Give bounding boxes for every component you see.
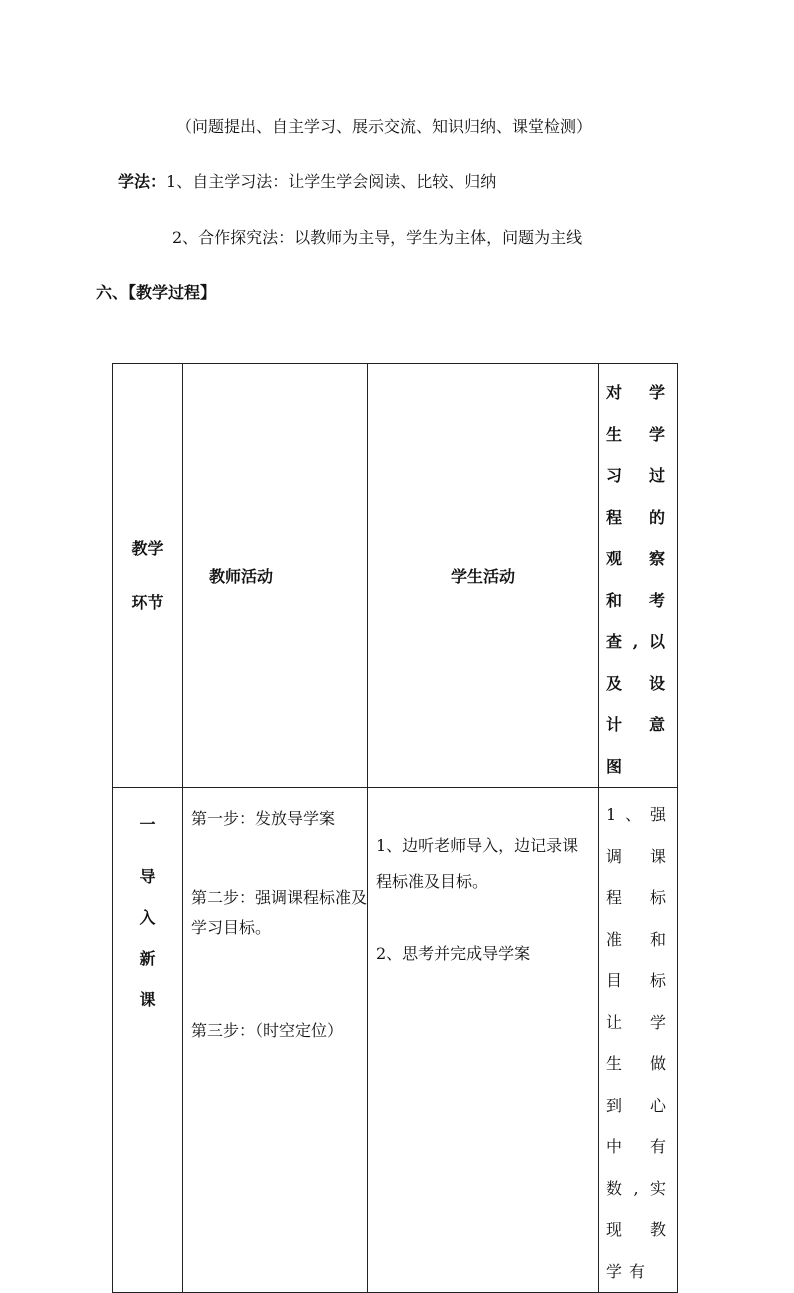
- observation-text: 1、强调课程标准和目标让学生做到心中有数,实现教学有: [606, 805, 673, 1281]
- table-header-row: [113, 364, 678, 788]
- stage-char: 新: [139, 949, 156, 968]
- stage-char: 导: [139, 867, 156, 886]
- stage-cell: [113, 788, 183, 1293]
- header-student: [368, 364, 599, 788]
- teacher-step-2: 第二步：强调课程标准及学习目标。: [191, 888, 368, 937]
- teaching-process-table: [112, 363, 678, 1293]
- header-stage: [113, 364, 183, 788]
- observation-cell: [599, 788, 678, 1293]
- stage-char: 入: [139, 908, 156, 927]
- header-stage-line1: 教学: [131, 538, 164, 558]
- teaching-method-list: （问题提出、自主学习、展示交流、知识归纳、课堂检测）: [176, 117, 593, 136]
- stage-char: 课: [139, 990, 156, 1009]
- student-activity-cell: [368, 788, 599, 1293]
- header-teacher-label: 教师活动: [209, 567, 274, 586]
- student-activity-2: 2、思考并完成导学案: [376, 944, 531, 963]
- header-student-label: 学生活动: [450, 567, 515, 586]
- learning-method-item-1: 1、自主学习法：让学生学会阅读、比较、归纳: [166, 172, 497, 191]
- learning-method-item-2: 2、合作探究法：以教师为主导，学生为主体，问题为主线: [172, 228, 583, 247]
- teacher-step-1: 第一步：发放导学案: [191, 809, 336, 828]
- learning-method-1: [118, 171, 496, 193]
- header-observation: [599, 364, 678, 788]
- teacher-activity-cell: [183, 788, 368, 1293]
- section-heading: 六、【教学过程】: [96, 283, 217, 302]
- stage-number: 一: [139, 815, 156, 834]
- student-activity-1: 1、边听老师导入，边记录课程标准及目标。: [376, 836, 579, 891]
- teacher-step-3: 第三步：（时空定位）: [191, 1021, 344, 1040]
- header-teacher: [183, 364, 368, 788]
- table-row: [113, 788, 678, 1293]
- header-observation-label: 对学生学习过程的观察和考查,以及设计意图: [606, 383, 671, 776]
- header-stage-line2: 环节: [131, 592, 164, 612]
- learning-method-label: 学法：: [118, 172, 167, 191]
